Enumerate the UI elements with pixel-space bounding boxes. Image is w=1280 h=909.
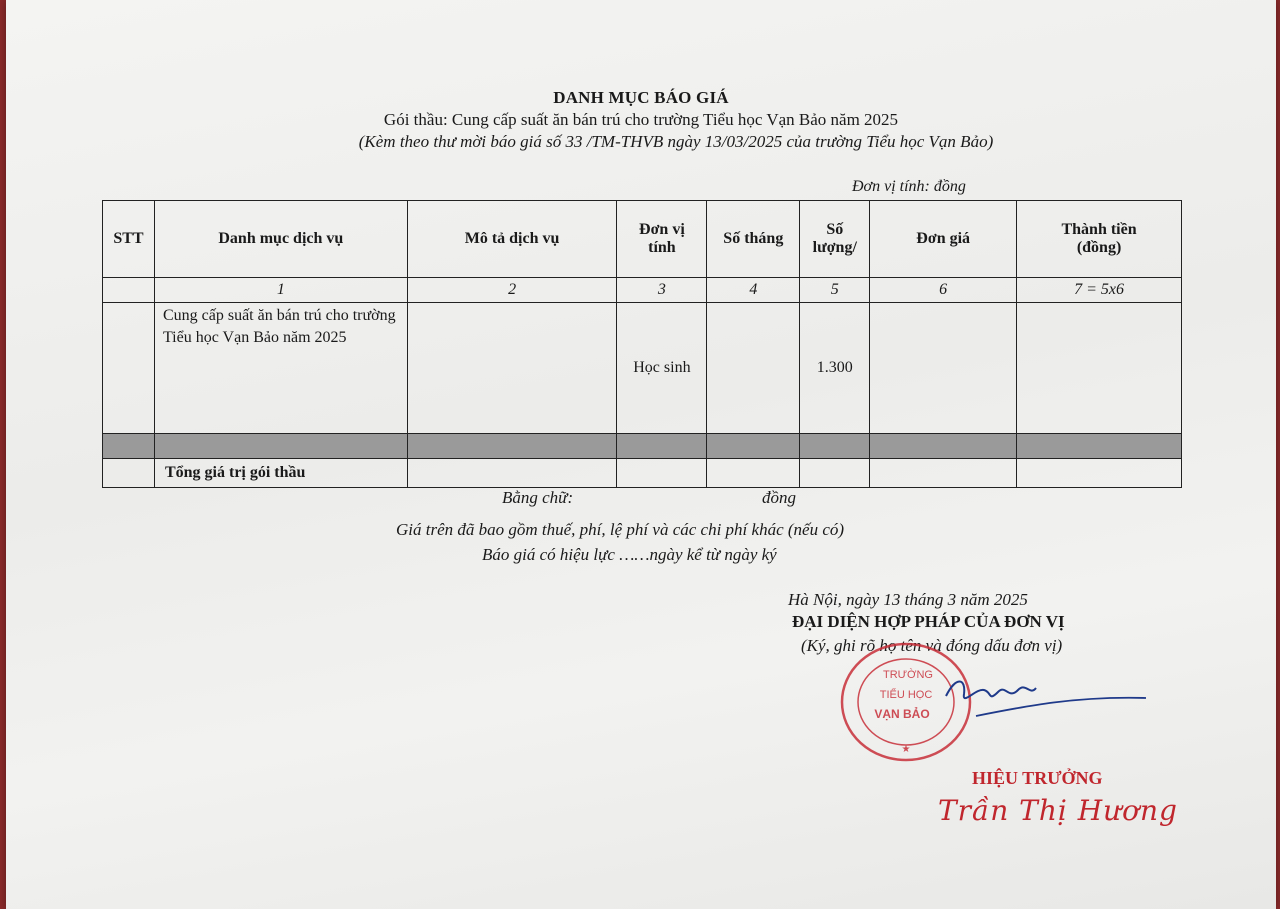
currency-word: đồng [762,488,796,507]
amount-in-words-label: Bằng chữ: [502,488,574,507]
handwritten-signature [936,666,1156,726]
cell-quantity: 1.300 [800,303,870,434]
svg-text:TIỂU HỌC: TIỂU HỌC [879,689,933,701]
header-row [103,201,1182,278]
document-page [6,0,1276,909]
cell-stt [103,303,155,434]
signer-name: Trần Thị Hương [938,794,1178,827]
col-header-service: Danh mục dịch vụ [154,201,407,278]
svg-text:★: ★ [901,744,911,755]
col-header-stt: STT [103,201,155,278]
col-header-description: Mô tả dịch vụ [407,201,617,278]
index-cell: 6 [870,278,1017,303]
index-cell: 4 [707,278,800,303]
svg-text:VẠN BẢO: VẠN BẢO [874,707,930,721]
col-header-unit-price: Đơn giá [870,201,1017,278]
col-header-quantity: Số lượng/ [800,201,870,278]
svg-text:TRƯỜNG: TRƯỜNG [883,669,933,681]
attachment-note: (Kèm theo thư mời báo giá số 33 /TM-THVB ngày 13/03/2025 của trường Tiểu học Vạn Bảo) [358,132,994,151]
sign-instruction: (Ký, ghi rõ họ tên và đóng dấu đơn vị) [801,636,1063,655]
cell-service: Cung cấp suất ăn bán trú cho trường Tiểu học Vạn Bảo năm 2025 [154,303,407,434]
col-header-unit: Đơn vị tính [617,201,707,278]
table-row [103,303,1182,434]
quote-table [102,200,1182,488]
cell-description [407,303,617,434]
index-cell: 3 [617,278,707,303]
cell-unit-price [870,303,1017,434]
index-cell: 5 [800,278,870,303]
col-header-amount: Thành tiền (đồng) [1017,201,1182,278]
place-date: Hà Nội, ngày 13 tháng 3 năm 2025 [788,590,1028,609]
cell-months [707,303,800,434]
index-row [103,278,1182,303]
cell-unit: Học sinh [617,303,707,434]
total-label: Tổng giá trị gói thầu [154,459,407,488]
legal-representative: ĐẠI DIỆN HỢP PHÁP CỦA ĐƠN VỊ [792,612,1065,631]
tax-note: Giá trên đã bao gồm thuế, phí, lệ phí và các chi phí khác (nếu có) [396,520,845,539]
principal-title: HIỆU TRƯỞNG [972,768,1103,788]
total-row [103,459,1182,488]
index-cell: 1 [154,278,407,303]
index-cell: 7 = 5x6 [1017,278,1182,303]
col-header-months: Số tháng [707,201,800,278]
package-subtitle: Gói thầu: Cung cấp suất ăn bán trú cho trường Tiểu học Vạn Bảo năm 2025 [383,110,899,129]
index-cell: 2 [407,278,617,303]
cell-amount [1017,303,1182,434]
document-title: DANH MỤC BÁO GIÁ [553,88,729,107]
separator-row [103,434,1182,459]
currency-unit: Đơn vị tính: đồng [852,178,966,195]
validity-note: Báo giá có hiệu lực ……ngày kể từ ngày ký [482,545,777,564]
index-cell [103,278,155,303]
